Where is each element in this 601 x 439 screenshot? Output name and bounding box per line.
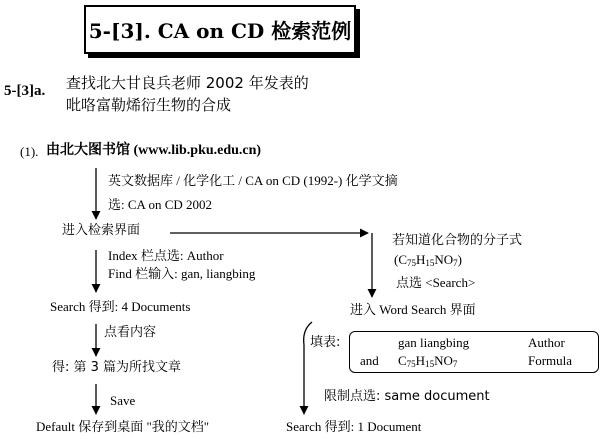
formula-c-count: 75: [407, 258, 416, 268]
click-search-step: 点选 <Search>: [396, 275, 476, 290]
problem-line-2: 吡咯富勒烯衍生物的合成: [66, 96, 232, 114]
formula-o-count: 7: [453, 258, 458, 268]
section-number: (1).: [20, 144, 39, 159]
form-row2-operator: and: [360, 353, 379, 368]
form-row1-field: Author: [528, 335, 565, 350]
select-database: 选: CA on CD 2002: [108, 197, 213, 212]
enter-word-search: 进入 Word Search 界面: [350, 302, 476, 317]
search-result-1: Search 得到: 1 Document: [286, 419, 422, 434]
page-title-text: 5-[3]. CA on CD 检索范例: [88, 19, 352, 43]
view-content-step: 点看内容: [104, 325, 157, 340]
section-heading: 由北大图书馆 (www.lib.pku.edu.cn): [46, 143, 262, 158]
find-field-step: Find 栏输入: gan, liangbing: [108, 266, 256, 281]
molecular-formula: $(C_{75}H_{15}NO_7)$: [394, 252, 463, 268]
problem-label: 5-[3]a.: [4, 83, 46, 99]
enter-search-interface: 进入检索界面: [62, 223, 141, 238]
limit-same-document: 限制点选: same document: [324, 389, 490, 404]
formula-o: O: [443, 252, 454, 267]
default-save-step: Default 保存到桌面 "我的文档": [36, 419, 210, 434]
problem-line-1: 查找北大甘良兵老师 2002 年发表的: [66, 74, 309, 92]
formula-h-count: 15: [425, 258, 435, 268]
form-row1-value: gan liangbing: [398, 335, 470, 350]
form-row2-value: $C_{75}H_{15}NO_7$: [398, 353, 458, 369]
if-formula-known: 若知道化合物的分子式: [392, 233, 523, 248]
arrow-to-final-result: [304, 322, 312, 414]
save-step: Save: [110, 393, 136, 408]
search-result-4: Search 得到: 4 Documents: [50, 299, 191, 314]
form-row2-field: Formula: [528, 353, 573, 368]
found-article: 得: 第 3 篇为所找文章: [52, 360, 182, 375]
index-field-step: Index 栏点选: Author: [108, 248, 224, 263]
fill-form-label: 填表:: [310, 335, 341, 350]
database-path: 英文数据库 / 化学化工 / CA on CD (1992-) 化学文摘: [108, 173, 398, 188]
